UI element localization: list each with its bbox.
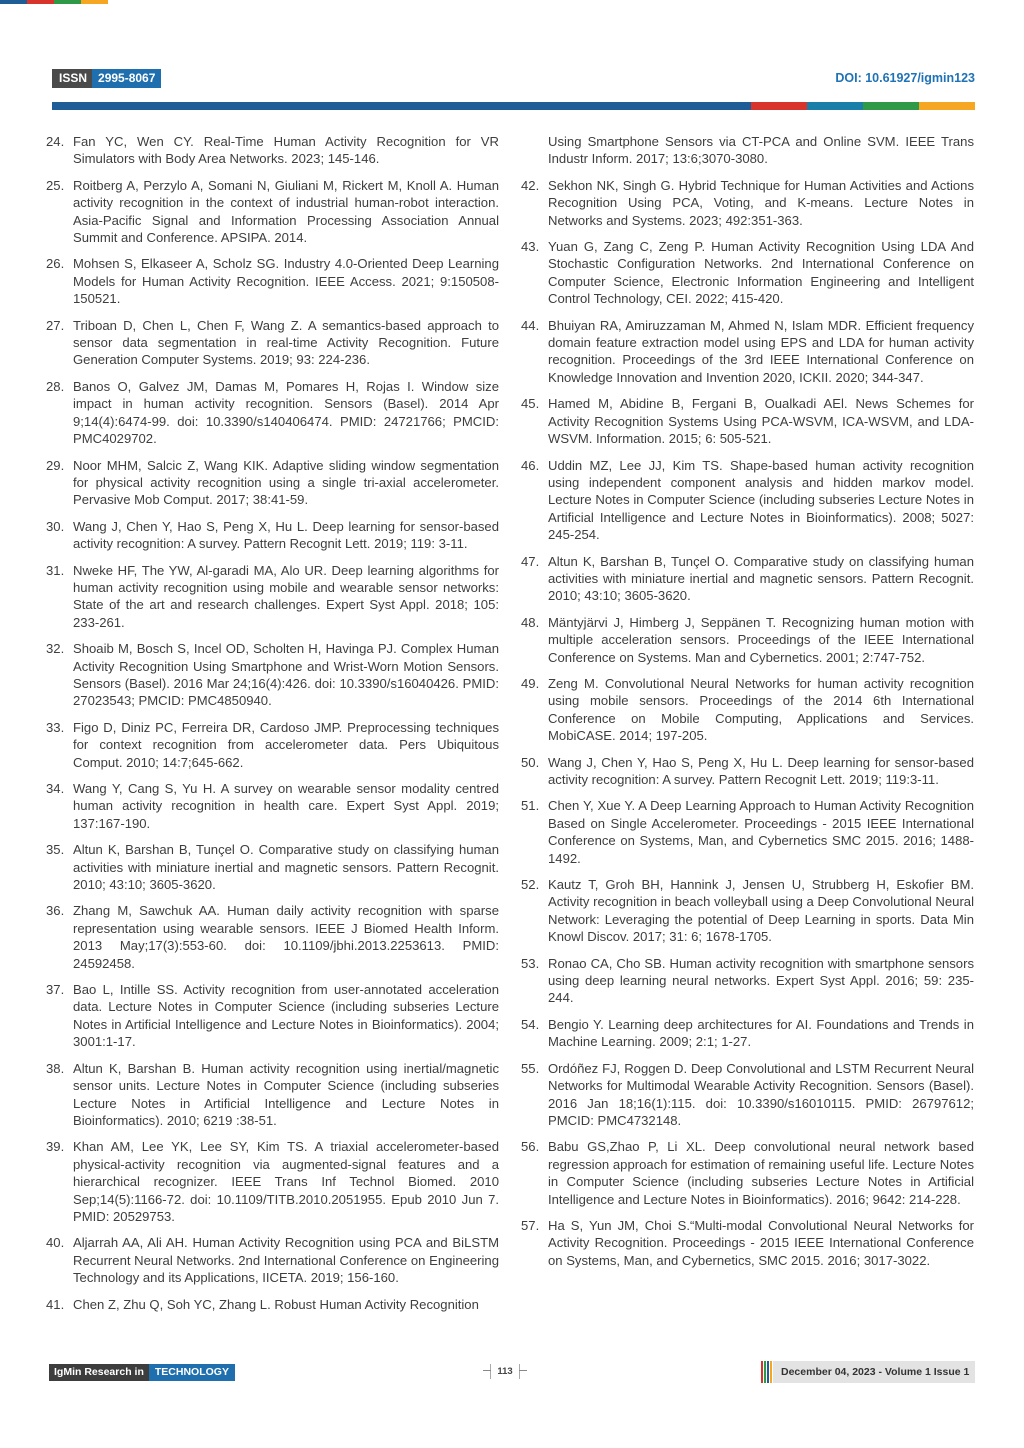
reference-item	[521, 1138, 974, 1208]
reference-number: 50.	[521, 754, 540, 770]
header-bar-main	[52, 102, 751, 110]
footer-bar-orange	[770, 1361, 772, 1383]
reference-text: Yuan G, Zang C, Zeng P. Human Activity Recognition Using LDA And Stochastic Configuration Networks. 2nd International Conference on Computer Science, Electronic Information Engineering and Intelligent Control Technology, CEI. 2022; 415-420.	[548, 239, 974, 307]
reference-text: Wang Y, Cang S, Yu H. A survey on wearable sensor modality centred human activity recognition in health care. Expert Syst Appl. 2019; 137:167-190.	[73, 781, 499, 831]
reference-item	[46, 719, 499, 771]
reference-number: 56.	[521, 1139, 540, 1155]
reference-item	[46, 1234, 499, 1286]
reference-item	[521, 1217, 974, 1269]
reference-item	[521, 177, 974, 229]
reference-text: Babu GS,Zhao P, Li XL. Deep convolutional neural network based regression approach for estimation of remaining useful life. Lecture Notes in Computer Science (including subseries Lecture Notes in Artificial Intelligence and Lecture Notes in Bioinformatics). 2016; 9642: 214-228.	[548, 1139, 974, 1207]
reference-item	[521, 395, 974, 447]
footer-bar-red	[761, 1361, 763, 1383]
journal-prefix: IgMin Research in	[49, 1364, 149, 1381]
reference-text: Chen Y, Xue Y. A Deep Learning Approach to Human Activity Recognition Based on Single Accelerometer. Proceedings - 2015 IEEE International Conference on Systems, Man, and Cybernetics SMC 2015. 2016; 1488-1492.	[548, 798, 974, 866]
reference-item	[46, 780, 499, 832]
reference-number: 47.	[521, 553, 540, 569]
footer-bar-green	[764, 1361, 766, 1383]
footer-date-badge	[761, 1361, 975, 1383]
reference-text: Fan YC, Wen CY. Real-Time Human Activity Recognition for VR Simulators with Body Area Networks. 2023; 145-146.	[73, 134, 499, 167]
reference-number: 24.	[46, 134, 65, 149]
reference-number: 42.	[521, 177, 540, 193]
references-left-column	[46, 133, 499, 1322]
reference-item	[46, 1296, 499, 1313]
stripe-blue	[0, 0, 27, 4]
reference-item	[46, 378, 499, 448]
reference-item	[46, 902, 499, 972]
reference-item	[521, 238, 974, 308]
page-number	[483, 1360, 527, 1382]
reference-item	[521, 1016, 974, 1051]
header-bar-orange	[919, 102, 975, 110]
reference-item	[521, 876, 974, 946]
reference-item	[521, 754, 974, 789]
issn-badge	[52, 69, 161, 88]
reference-item	[521, 955, 974, 1007]
reference-text: Ha S, Yun JM, Choi S.“Multi-modal Convolutional Neural Networks for Activity Recognition. Proceedings - 2015 IEEE International Conference on Systems, Man, and Cybernetics, SMC 2015. 2016; 3017-3022.	[548, 1217, 974, 1268]
reference-number: 37.	[46, 982, 65, 998]
reference-text: Ronao CA, Cho SB. Human activity recognition with smartphone sensors using deep learning neural networks. Expert Syst Appl. 2016; 59: 235-244.	[548, 955, 974, 1006]
reference-number: 55.	[521, 1060, 540, 1076]
header-divider-bar	[52, 102, 975, 110]
reference-number: 53.	[521, 955, 540, 971]
reference-text: Zhang M, Sawchuk AA. Human daily activity recognition with sparse representation using wearable sensors. IEEE J Biomed Health Inform. 2013 May;17(3):553-60. doi: 10.1109/jbhi.2013.2253613. PMID: 24592458.	[73, 903, 499, 971]
reference-item	[521, 675, 974, 745]
reference-item	[46, 841, 499, 893]
reference-text: Ordóñez FJ, Roggen D. Deep Convolutional and LSTM Recurrent Neural Networks for Multimodal Wearable Activity Recognition. Sensors (Basel). 2016 Jan 18;16(1):115. doi: 10.3390/s16010115. PMID: 26797612; PMCID: PMC4732148.	[548, 1060, 974, 1128]
reference-text: Figo D, Diniz PC, Ferreira DR, Cardoso JMP. Preprocessing techniques for context recognition from accelerometer data. Pers Ubiquitous Comput. 2010; 14:7;645-662.	[73, 719, 499, 770]
reference-text: Shoaib M, Bosch S, Incel OD, Scholten H, Havinga PJ. Complex Human Activity Recognition Using Smartphone and Wrist-Worn Motion Sensors. Sensors (Basel). 2016 Mar 24;16(4):426. doi: 10.3390/s16040426. PMID: 27023543; PMCID: PMC4850940.	[73, 641, 499, 709]
reference-number: 34.	[46, 781, 65, 796]
reference-number: 40.	[46, 1235, 65, 1251]
reference-number: 25.	[46, 177, 65, 193]
page-number-value: 113	[490, 1364, 519, 1379]
reference-number: 30.	[46, 518, 65, 534]
reference-number: 41.	[46, 1296, 65, 1312]
reference-item	[521, 553, 974, 605]
reference-item	[46, 562, 499, 632]
reference-item	[46, 1060, 499, 1130]
reference-number: 51.	[521, 798, 540, 814]
header-bar-green	[863, 102, 919, 110]
reference-text: Sekhon NK, Singh G. Hybrid Technique for Human Activities and Actions Recognition Using PCA, Voting, and K-means. Lecture Notes in Networks and Systems. 2023; 492:351-363.	[548, 177, 974, 228]
reference-text: Noor MHM, Salcic Z, Wang KIK. Adaptive sliding window segmentation for physical activity recognition using a single tri-axial accelerometer. Pervasive Mob Comput. 2017; 38:41-59.	[73, 457, 499, 508]
reference-number: 49.	[521, 675, 540, 691]
reference-number: 46.	[521, 457, 540, 473]
reference-number: 52.	[521, 877, 540, 893]
reference-number: 29.	[46, 457, 65, 473]
reference-number: 48.	[521, 614, 540, 630]
reference-text: Zeng M. Convolutional Neural Networks for human activity recognition using mobile sensors. Proceedings of the 2014 6th International Conference on Mobile Computing, Applications and Services. MobiCASE. 2014; 197-205.	[548, 675, 974, 744]
reference-number: 39.	[46, 1139, 65, 1155]
reference-number: 31.	[46, 562, 65, 578]
reference-number: 28.	[46, 378, 65, 394]
reference-continuation: Using Smartphone Sensors via CT-PCA and Online SVM. IEEE Trans Industr Inform. 2017; 13:6;3070-3080.	[548, 134, 974, 167]
footer-journal-badge	[49, 1364, 235, 1381]
reference-text: Nweke HF, The YW, Al-garadi MA, Alo UR. Deep learning algorithms for human activity recognition using mobile and wearable sensor networks: State of the art and research challenges. Expert Syst Appl. 2018; 105: 233-261.	[73, 562, 499, 630]
reference-item	[46, 255, 499, 307]
reference-number: 54.	[521, 1016, 540, 1032]
reference-number: 38.	[46, 1060, 65, 1076]
issue-date: December 04, 2023 - Volume 1 Issue 1	[773, 1361, 975, 1383]
references-right-column	[521, 133, 974, 1278]
reference-item	[46, 317, 499, 369]
reference-number: 26.	[46, 256, 65, 272]
reference-text: Hamed M, Abidine B, Fergani B, Oualkadi AEl. News Schemes for Activity Recognition Systems Using PCA-WSVM, ICA-WSVM, and LDA-WSVM. Information. 2015; 6: 505-521.	[548, 396, 974, 447]
reference-item	[46, 457, 499, 509]
reference-item	[46, 640, 499, 710]
reference-number: 32.	[46, 641, 65, 657]
reference-item	[521, 614, 974, 666]
reference-text: Roitberg A, Perzylo A, Somani N, Giuliani M, Rickert M, Knoll A. Human activity recognition in the context of industrial human-robot interaction. Asia-Pacific Signal and Information Processing Association Annual Summit and Conference. APSIPA. 2014.	[73, 177, 499, 246]
reference-item	[46, 133, 499, 168]
reference-item	[521, 1060, 974, 1130]
reference-item	[46, 177, 499, 247]
reference-number: 44.	[521, 317, 540, 333]
issn-value: 2995-8067	[92, 69, 161, 88]
reference-text: Kautz T, Groh BH, Hannink J, Jensen U, Strubberg H, Eskofier BM. Activity recognition in beach volleyball using a Deep Convolutional Neural Network: Leveraging the potential of Deep Learning in sports. Data Min Knowl Discov. 2017; 31: 6; 1678-1705.	[548, 877, 974, 945]
reference-text: Bao L, Intille SS. Activity recognition from user-annotated acceleration data. Lecture Notes in Computer Science (including subseries Lecture Notes in Artificial Intelligence and Lecture Notes in Bioinformatics). 2004; 3001:1-17.	[73, 982, 499, 1050]
reference-number: 45.	[521, 396, 540, 412]
top-color-stripe	[0, 0, 108, 4]
reference-number: 27.	[46, 317, 65, 333]
reference-item	[46, 518, 499, 553]
reference-text: Chen Z, Zhu Q, Soh YC, Zhang L. Robust Human Activity Recognition	[73, 1296, 479, 1312]
issn-label: ISSN	[52, 69, 92, 88]
reference-text: Triboan D, Chen L, Chen F, Wang Z. A semantics-based approach to sensor data segmentation in real-time Activity Recognition. Future Generation Computer Systems. 2019; 93: 224-236.	[73, 317, 499, 368]
reference-text: Wang J, Chen Y, Hao S, Peng X, Hu L. Deep learning for sensor-based activity recognition: A survey. Pattern Recognit Lett. 2019; 119:3-11.	[548, 754, 974, 787]
reference-item	[521, 457, 974, 544]
reference-number: 33.	[46, 719, 65, 735]
reference-text: Khan AM, Lee YK, Lee SY, Kim TS. A triaxial accelerometer-based physical-activity recognition via augmented-signal features and a hierarchical recognizer. IEEE Trans Inf Technol Biomed. 2010 Sep;14(5):1166-72. doi: 10.1109/TITB.2010.2051955. Epub 2010 Jun 7. PMID: 20529753.	[73, 1139, 499, 1224]
reference-item	[46, 981, 499, 1051]
stripe-red	[27, 0, 54, 4]
reference-text: Wang J, Chen Y, Hao S, Peng X, Hu L. Deep learning for sensor-based activity recognition: A survey. Pattern Recognit Lett. 2019; 119: 3-11.	[73, 518, 499, 552]
journal-subject: TECHNOLOGY	[149, 1364, 235, 1381]
footer-color-bars	[761, 1361, 773, 1383]
header-bar-teal	[807, 102, 863, 110]
reference-text: Bhuiyan RA, Amiruzzaman M, Ahmed N, Islam MDR. Efficient frequency domain feature extraction model using EPS and LDA for human activity recognition. Proceedings of the 3rd IEEE International Conference on Knowledge Innovation and Invention 2020, ICKII. 2020; 344-347.	[548, 317, 974, 385]
reference-text: Altun K, Barshan B. Human activity recognition using inertial/magnetic sensor units. Lecture Notes in Computer Science (including subseries Lecture Notes in Artificial Intelligence and Lecture Notes in Bioinformatics). 2010; 6219 :38-51.	[73, 1060, 499, 1128]
reference-text: Banos O, Galvez JM, Damas M, Pomares H, Rojas I. Window size impact in human activity recognition. Sensors (Basel). 2014 Apr 9;14(4):6474-99. doi: 10.3390/s140406474. PMID: 24721766; PMCID: PMC4029702.	[73, 378, 499, 447]
reference-text: Altun K, Barshan B, Tunçel O. Comparative study on classifying human activities with miniature inertial and magnetic sensors. Pattern Recognit. 2010; 43:10; 3605-3620.	[548, 553, 974, 604]
reference-number: 57.	[521, 1217, 540, 1233]
reference-item	[521, 797, 974, 867]
footer-bar-blue	[767, 1361, 769, 1383]
header-bar-red	[751, 102, 807, 110]
doi-link[interactable]: DOI: 10.61927/igmin123	[835, 71, 975, 85]
reference-item	[521, 317, 974, 387]
reference-number: 35.	[46, 842, 65, 858]
stripe-orange	[81, 0, 108, 4]
reference-number: 43.	[521, 239, 540, 255]
reference-text: Bengio Y. Learning deep architectures for AI. Foundations and Trends in Machine Learning. 2009; 2:1; 1-27.	[548, 1016, 974, 1050]
stripe-green	[54, 0, 81, 4]
reference-text: Aljarrah AA, Ali AH. Human Activity Recognition using PCA and BiLSTM Recurrent Neural Networks. 2nd International Conference on Engineering Technology and its Applications, IICETA. 2019; 156-160.	[73, 1235, 499, 1286]
reference-item	[46, 1138, 499, 1225]
reference-text: Uddin MZ, Lee JJ, Kim TS. Shape-based human activity recognition using independent component analysis and hidden markov model. Lecture Notes in Computer Science (including subseries Lecture Notes in Artificial Intelligence and Lecture Notes in Bioinformatics). 2008; 5027: 245-254.	[548, 457, 974, 543]
reference-number: 36.	[46, 903, 65, 919]
reference-text: Mohsen S, Elkaseer A, Scholz SG. Industry 4.0-Oriented Deep Learning Models for Human Activity Recognition. IEEE Access. 2021; 9:150508-150521.	[73, 256, 499, 307]
reference-text: Mäntyjärvi J, Himberg J, Seppänen T. Recognizing human motion with multiple acceleration sensors. Proceedings of the IEEE International Conference on Systems. Man and Cybernetics. 2001; 2:747-752.	[548, 614, 974, 665]
reference-text: Altun K, Barshan B, Tunçel O. Comparative study on classifying human activities with miniature inertial and magnetic sensors. Pattern Recognit. 2010; 43:10; 3605-3620.	[73, 842, 499, 893]
